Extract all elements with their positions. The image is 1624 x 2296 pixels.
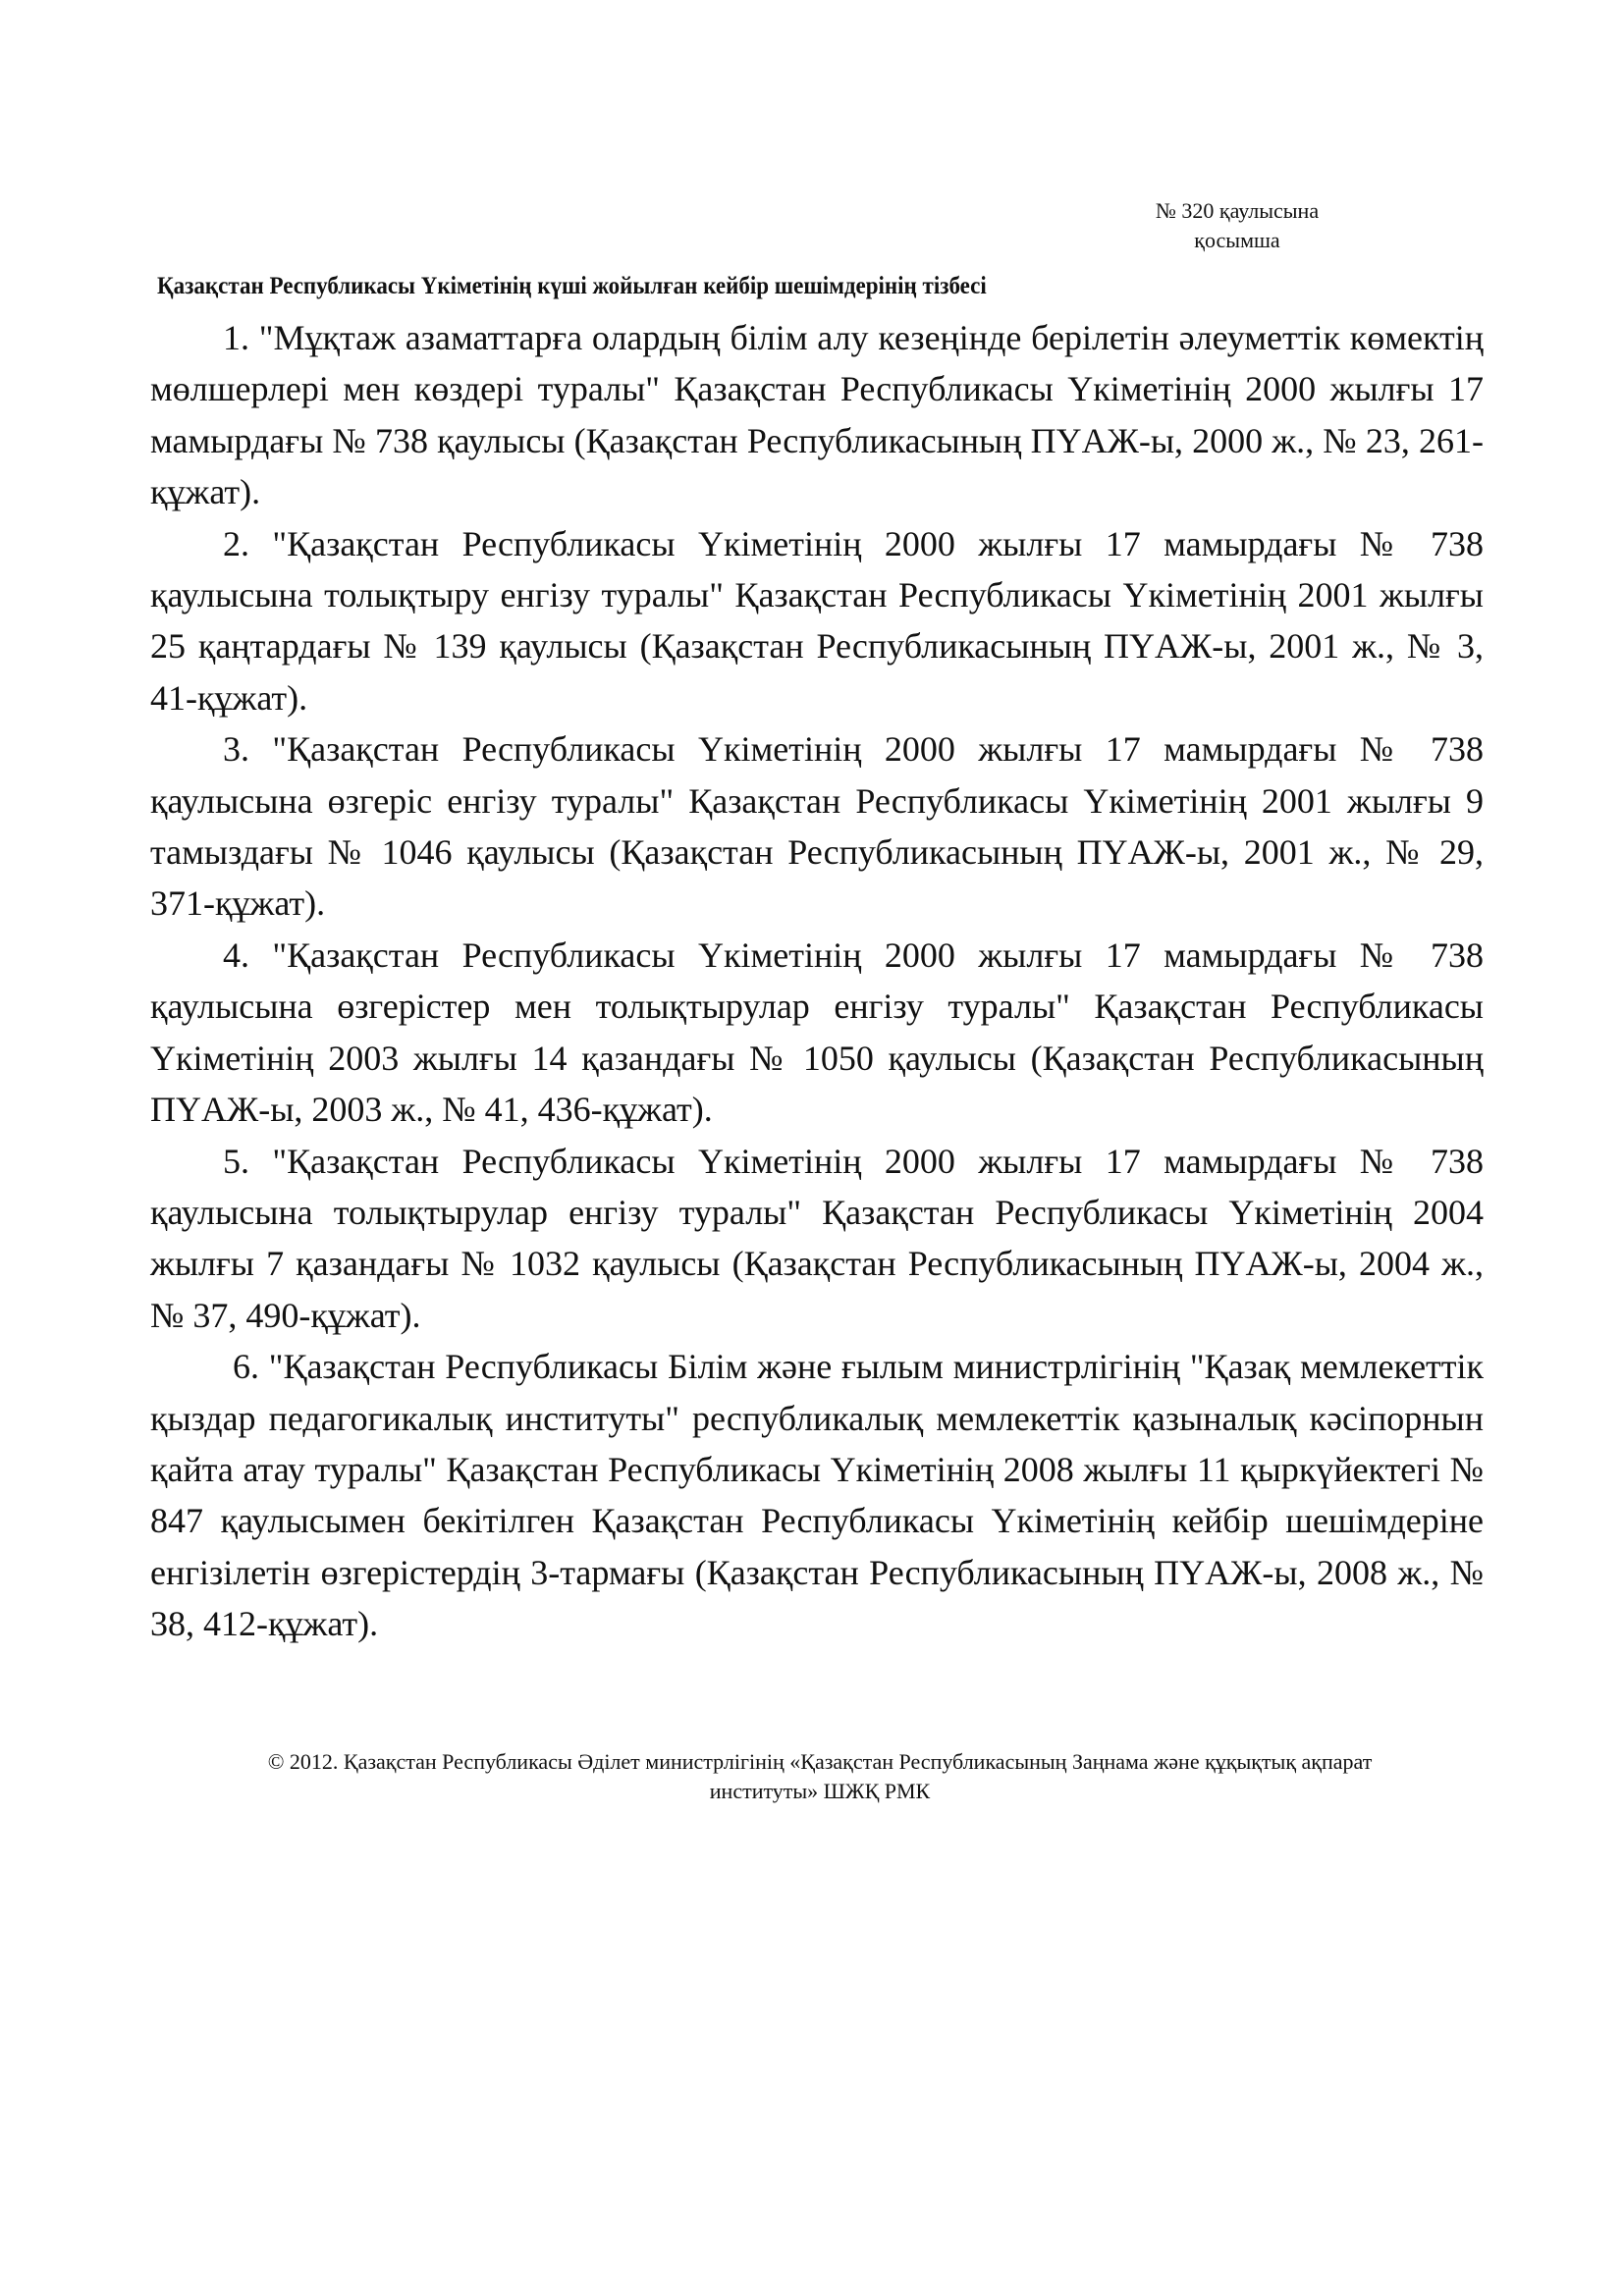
annex-reference <box>1090 196 1384 255</box>
copyright-line-2: институты» ШЖҚ РМК <box>709 1779 931 1803</box>
list-item: 2. "Қазақстан Республикасы Үкіметінің 2000 жылғы 17 мамырдағы № 738 қаулысына толықтыру енгізу туралы" Қазақстан Республикасы Үкіметінің 2001 жылғы 25 қаңтардағы № 139 қаулысы (Қазақстан Республикасының ПҮАЖ-ы, 2001 ж., № 3, 41-құжат). <box>150 523 1484 718</box>
list-item: 6. "Қазақстан Республикасы Білім және ғылым министрлігінің "Қазақ мемлекеттік қыздар педагогикалық институты" республикалық мемлекеттік қазыналық кәсіпорнын қайта атау туралы" Қазақстан Республикасы Үкіметінің 2008 жылғы 11 қыркүйектегі № 847 қаулысымен бекітілген Қазақстан Республикасы Үкіметінің кейбір шешімдеріне енгізілетін өзгерістердің 3-тармағы (Қазақстан Республикасының ПҮАЖ-ы, 2008 ж., № 38, 412-құжат). <box>150 1347 1484 1644</box>
annex-line-appendix: қосымша <box>1194 228 1280 252</box>
list-item: 4. "Қазақстан Республикасы Үкіметінің 2000 жылғы 17 мамырдағы № 738 қаулысына өзгерістер мен толықтырулар енгізу туралы" Қазақстан Республикасы Үкіметінің 2003 жылғы 14 қазандағы № 1050 қаулысы (Қазақстан Республикасының ПҮАЖ-ы, 2003 ж., № 41, 436-құжат). <box>150 934 1484 1130</box>
annex-line-resolution: № 320 қаулысына <box>1155 198 1320 223</box>
copyright-footer <box>167 1747 1473 1806</box>
list-item: 3. "Қазақстан Республикасы Үкіметінің 2000 жылғы 17 мамырдағы № 738 қаулысына өзгеріс енгізу туралы" Қазақстан Республикасы Үкіметінің 2001 жылғы 9 тамыздағы № 1046 қаулысы (Қазақстан Республикасының ПҮАЖ-ы, 2001 ж., № 29, 371-құжат). <box>150 729 1484 924</box>
copyright-line-1: © 2012. Қазақстан Республикасы Әділет министрлігінің «Қазақстан Республикасының Заңнама және құқықтық ақпарат <box>267 1749 1373 1774</box>
list-item: 1. "Мұқтаж азаматтарға олардың білім алу кезеңінде берілетін әлеуметтік көмектің мөлшерлері мен көздері туралы" Қазақстан Республикасы Үкіметінің 2000 жылғы 17 мамырдағы № 738 қаулысы (Қазақстан Республикасының ПҮАЖ-ы, 2000 ж., № 23, 261-құжат). <box>150 318 1484 512</box>
list-item: 5. "Қазақстан Республикасы Үкіметінің 2000 жылғы 17 мамырдағы № 738 қаулысына толықтырулар енгізу туралы" Қазақстан Республикасы Үкіметінің 2004 жылғы 7 қазандағы № 1032 қаулысы (Қазақстан Республикасының ПҮАЖ-ы, 2004 ж., № 37, 490-құжат). <box>150 1141 1484 1335</box>
document-title: Қазақстан Республикасы Үкіметінің күші жойылған кейбір шешімдерінің тізбесі <box>157 273 987 299</box>
decisions-list <box>150 312 1484 1650</box>
